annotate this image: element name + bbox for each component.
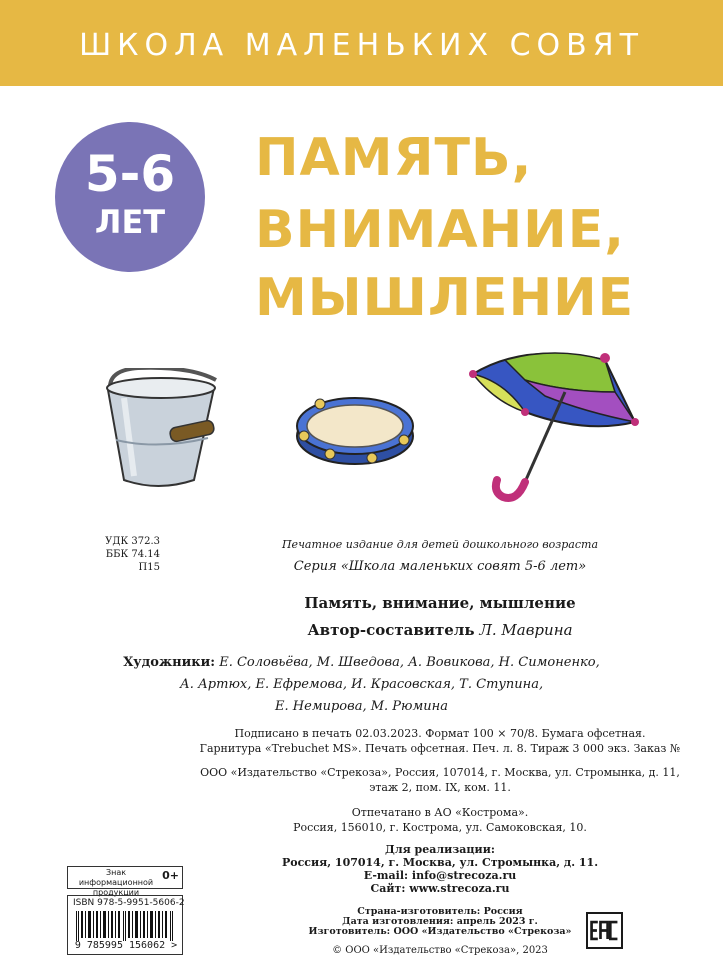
umbrella-icon (465, 352, 655, 507)
copyright: © ООО «Издательство «Стрекоза», 2023 (332, 945, 548, 956)
author-line (150, 621, 723, 639)
artists-names-3: Е. Немирова, М. Рюмина (275, 699, 448, 714)
barcode-digits: 9 785995 156062 > (74, 940, 178, 951)
sale-website: Сайт: www.strecoza.ru (370, 882, 510, 895)
artists-names-1: Е. Соловьёва, М. Шведова, А. Вовикова, Н. Симоненко, (219, 655, 600, 670)
manufacturer: Изготовитель: ООО «Издательство «Стрекоза» (308, 926, 572, 937)
publisher-address-1: ООО «Издательство «Стрекоза», Россия, 107014, г. Москва, ул. Стромынка, д. 11, (200, 766, 680, 779)
barcode-icon (74, 911, 178, 941)
publisher-address-2: этаж 2, пом. IX, ком. 11. (369, 781, 511, 794)
book-title-line-2: ВНИМАНИЕ, (255, 200, 625, 260)
udk-code: УДК 372.3 (105, 536, 160, 547)
imprint-book-title: Память, внимание, мышление (304, 594, 576, 612)
artists-label: Художники: (123, 655, 216, 670)
printer-name: Отпечатано в АО «Кострома». (351, 806, 529, 819)
age-rating: 0+ (162, 869, 179, 882)
info-sign-label: Знак информационной продукции (78, 868, 154, 897)
eac-mark-icon (586, 912, 623, 949)
manufacture-date: Дата изготовления: апрель 2023 г. (342, 916, 538, 927)
print-details-1: Подписано в печать 02.03.2023. Формат 100 × 70/8. Бумага офсетная. (234, 727, 646, 740)
country-of-origin: Страна-изготовитель: Россия (357, 906, 523, 917)
tambourine-icon (290, 390, 420, 470)
author-name: Л. Маврина (479, 621, 573, 639)
age-word: ЛЕТ (94, 203, 166, 241)
publication-intro: Печатное издание для детей дошкольного возраста (281, 538, 599, 551)
series-banner-text: ШКОЛА МАЛЕНЬКИХ СОВЯТ (79, 28, 644, 63)
age-badge (55, 122, 205, 272)
series-name: Серия «Школа маленьких совят 5-6 лет» (293, 559, 587, 574)
bucket-icon (98, 368, 228, 490)
isbn-block (67, 895, 183, 955)
age-number: 5-6 (84, 145, 176, 203)
series-banner (0, 0, 723, 86)
print-details-2: Гарнитура «Trebuchet MS». Печать офсетная. Печ. л. 8. Тираж 3 000 экз. Заказ № (199, 742, 681, 755)
bbk-code: ББК 74.14 (105, 549, 160, 560)
sale-label: Для реализации: (385, 843, 495, 856)
book-title-line-3: МЫШЛЕНИЕ (255, 268, 635, 328)
info-product-sign (67, 866, 183, 897)
artists-line-1 (0, 652, 723, 674)
book-title-line-1: ПАМЯТЬ, (255, 128, 533, 188)
author-code: П15 (138, 562, 160, 573)
isbn-number: ISBN 978-5-9951-5606-2 (73, 898, 185, 908)
artists-names-2: А. Артюх, Е. Ефремова, И. Красовская, Т. Ступина, (179, 677, 544, 692)
sale-email: E-mail: info@strecoza.ru (363, 869, 517, 882)
printer-address: Россия, 156010, г. Кострома, ул. Самоковская, 10. (293, 821, 587, 834)
sale-address: Россия, 107014, г. Москва, ул. Стромынка, д. 11. (281, 856, 599, 869)
author-label: Автор-составитель (307, 621, 475, 639)
